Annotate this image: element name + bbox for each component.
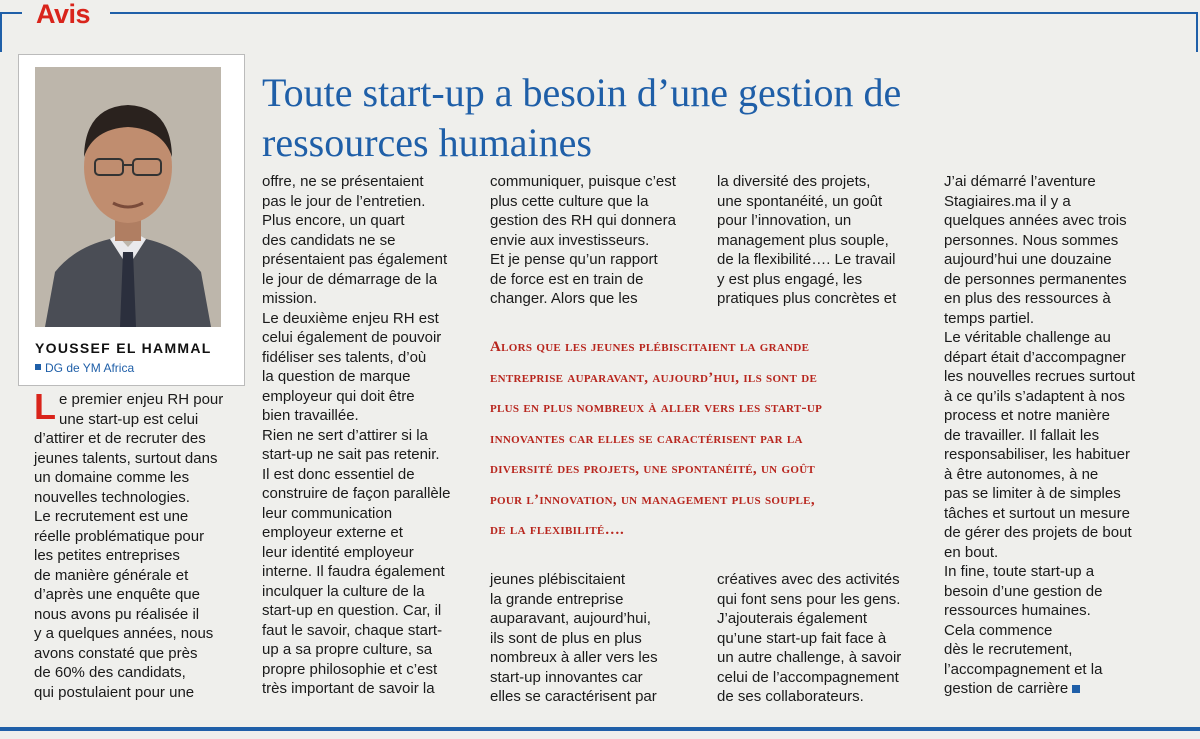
top-rule-left xyxy=(0,12,22,14)
end-mark-icon xyxy=(1072,685,1080,693)
author-title-text: DG de YM Africa xyxy=(45,361,135,375)
top-rule xyxy=(110,12,1198,14)
column-5 xyxy=(944,172,1174,699)
column-3-top: communiquer, puisque c’est plus cette culture que la gestion des RH qui donnera envie aux investisseurs. Et je pense qu’un rapport de force est en train de changer. Alors que les xyxy=(490,173,676,307)
author-name: YOUSSEF EL HAMMAL xyxy=(35,340,212,356)
author-box xyxy=(18,54,245,386)
bullet-square-icon xyxy=(35,364,41,370)
article-headline: Toute start-up a besoin d’une gestion de ressources humaines xyxy=(262,70,902,165)
portrait-illustration xyxy=(35,67,221,327)
column-4-bottom: créatives avec des activités qui font sens pour les gens. J’ajouterais également qu’une start-up fait face à un autre challenge, à savoir celui de l’accompagnement de ses collaborateurs. xyxy=(717,571,902,705)
author-title xyxy=(35,361,134,375)
column-2: offre, ne se présentaient pas le jour de l’entretien. Plus encore, un quart des candidats ne se présentaient pas également le jour de démarrage de la mission. Le deuxième enjeu RH est celui également de pouvoir fidéliser ses talents, d’où la question de marque employeur qui doit être bien travaillée. Rien ne sert d’attirer si la start-up ne sait pas retenir. Il est donc essentiel de construire de façon parallèle leur communication employeur externe et leur identité employeur interne. Il faudra également inculquer la culture de la start-up en question. Car, il faut le savoir, chaque start- up a sa propre culture, sa propre philosophie et c’est très important de savoir la xyxy=(262,173,451,697)
column-1 xyxy=(34,386,242,702)
column-3-bottom: jeunes plébiscitaient la grande entreprise auparavant, aujourd’hui, ils sont de plus en plus nombreux à aller vers les start-up innovantes car elles se caractérisent par xyxy=(490,571,658,705)
left-rule xyxy=(0,12,2,52)
drop-cap: L xyxy=(34,386,56,427)
section-label: Avis xyxy=(30,0,96,28)
portrait-photo-icon xyxy=(35,67,221,327)
right-rule xyxy=(1196,12,1198,52)
bottom-rule xyxy=(0,727,1200,731)
column-4-top: la diversité des projets, une spontanéité, un goût pour l’innovation, un management plus souple, de la flexibilité…. Le travail y est plus engagé, les pratiques plus concrètes et xyxy=(717,173,897,307)
column-1-text: e premier enjeu RH pour une start-up est celui d’attirer et de recruter des jeunes talents, surtout dans un domaine comme les nouvelles technologies. Le recrutement est une réelle problématique pour les petites entreprises de manière générale et d’après une enquête que nous avons pu réalisée il y a quelques années, nous avons constaté que près de 60% des candidats, qui postulaient pour une xyxy=(34,391,224,701)
pull-quote: Alors que les jeunes plébiscitaient la grande entreprise auparavant, aujourd’hui, ils sont de plus en plus nombreux à aller vers les start-up innovantes car elles se caractérisent par la diversité des projets, une spontanéité, un goût pour l’innovation, un management plus souple, de la flexibilité…. xyxy=(490,339,823,538)
column-5-text: J’ai démarré l’aventure Stagiaires.ma il y a quelques années avec trois personnes. Nous sommes aujourd’hui une douzaine de personnes permanentes en plus des ressources à temps partiel. Le véritable challenge au départ était d’accompagner les nouvelles recrues surtout à ce qu’ils s’adaptent à nos process et notre manière de travailler. Il fallait les responsabiliser, les habituer à être autonomes, à ne pas se limiter à de simples tâches et surtout un mesure de gérer des projets de bout en bout. In fine, toute start-up a besoin d’une gestion de ressources humaines. Cela commence dès le recrutement, l’accompagnement et la gestion de carrière xyxy=(944,173,1135,697)
